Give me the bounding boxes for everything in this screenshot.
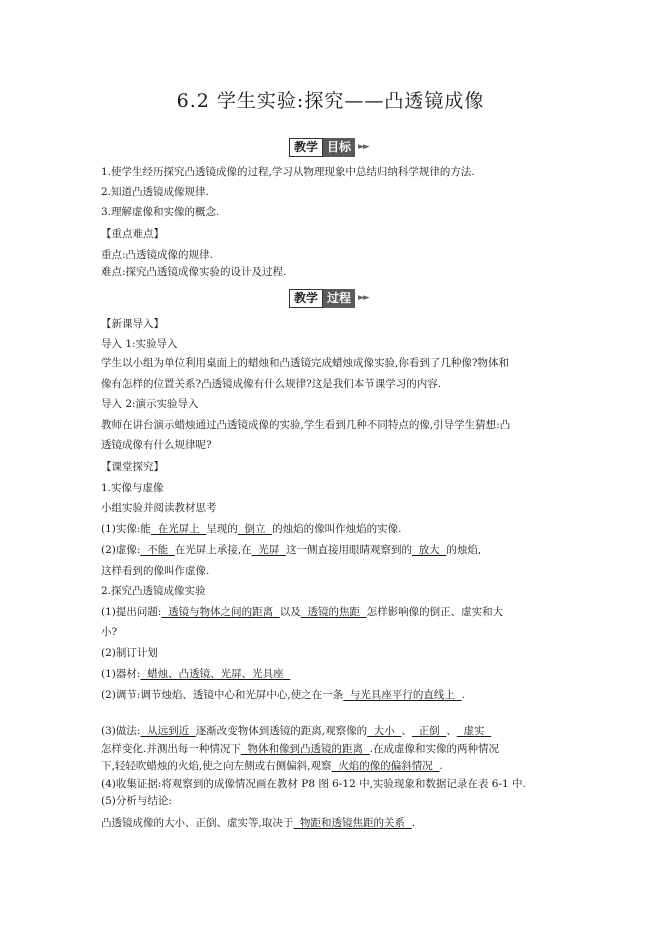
answer-blank: 在光屏上 (150, 523, 207, 535)
key-point: 重点:凸透镜成像的规律. (101, 249, 213, 261)
method-line: 怎样变化.并测出每一种情况下 物体和像到凸透镜的距离 .在成虚像和实像的两种情况 (101, 743, 500, 755)
method-line: (3)做法: 从远到近 逐渐改变物体到透镜的距离,观察像的 大小 、 正倒 、 虚实 (101, 725, 492, 737)
answer-blank: 蜡烛、凸透镜、光屏、光具座 (140, 668, 291, 680)
answer-blank: 物距和透镜焦距的关系 (293, 817, 412, 829)
adjust-line: (2)调节:调节烛焰、透镜中心和光屏中心,使之在一条 与光具座平行的直线上 . (101, 689, 465, 701)
virtual-image-cont: 这样看到的像叫作虚像. (101, 565, 210, 577)
section-heading-key: 【重点难点】 (101, 228, 164, 240)
intro1-title: 导入 1:实验导入 (101, 338, 178, 350)
plan-title: (2)制订计划 (101, 647, 158, 659)
goal-item: 1.使学生经历探究凸透镜成像的过程,学习从物理现象中总结归纳科学规律的方法. (101, 166, 475, 178)
answer-blank: 大小 (367, 725, 402, 737)
question-line: (1)提出问题: 透镜与物体之间的距离 以及 透镜的焦距 怎样影响像的倒正、虚实和大 (101, 606, 504, 618)
answer-blank: 光屏 (251, 544, 286, 556)
teaching-process-badge (289, 288, 368, 308)
intro2-text: 教师在讲台演示蜡烛通过凸透镜成像的实验,学生看到几种不同特点的像,引导学生猜想:凸 (101, 419, 511, 431)
teaching-goals-badge (289, 137, 368, 157)
answer-blank: 虚实 (456, 725, 492, 737)
virtual-image-line: (2)虚像: 不能 在光屏上承接,在 光屏 这一侧直接用眼睛观察到的 放大 的烛焰, (101, 544, 482, 556)
answer-blank: 正倒 (411, 725, 447, 737)
section-heading-class: 【课堂探究】 (101, 461, 164, 473)
s2-title: 2.探究凸透镜成像实验 (101, 585, 206, 597)
question-cont: 小? (101, 626, 118, 638)
s1-sub: 小组实验并阅读教材思考 (101, 502, 217, 514)
evidence-line: (4)收集证据:将观察到的成像情况画在教材 P8 图 6-12 中,实验现象和数据记录在表 6-1 中. (101, 778, 526, 790)
answer-blank: 放大 (411, 544, 447, 556)
answer-blank: 火焰的像的偏斜情况 (331, 760, 440, 772)
badge-label-left: 教学 (289, 138, 323, 157)
method-line: 下,轻轻吹蜡烛的火焰,使之向左侧或右侧偏斜,观察 火焰的像的偏斜情况 . (101, 760, 443, 772)
answer-blank: 透镜与物体之间的距离 (161, 606, 280, 618)
page-title: 6.2 学生实验:探究——凸透镜成像 (176, 90, 485, 112)
real-image-line: (1)实像:能 在光屏上 呈现的 倒立 的烛焰的像叫作烛焰的实像. (101, 523, 402, 535)
badge-label-left: 教学 (289, 289, 323, 308)
answer-blank: 物体和像到凸透镜的距离 (240, 743, 370, 755)
answer-blank: 不能 (140, 544, 175, 556)
conclusion-line: 凸透镜成像的大小、正倒、虚实等,取决于 物距和透镜焦距的关系 . (101, 817, 416, 829)
answer-blank: 倒立 (237, 523, 273, 535)
difficult-point: 难点:探究凸透镜成像实验的设计及过程. (101, 266, 287, 278)
s1-title: 1.实像与虚像 (101, 482, 164, 494)
answer-blank: 从远到近 (140, 725, 196, 737)
intro1-text: 像有怎样的位置关系?凸透镜成像有什么规律?这是我们本节课学习的内容. (101, 378, 442, 390)
goal-item: 3.理解虚像和实像的概念. (101, 206, 220, 218)
intro2-title: 导入 2:演示实验导入 (101, 398, 199, 410)
equipment-line: (1)器材: 蜡烛、凸透镜、光屏、光具座 (101, 668, 291, 680)
goal-item: 2.知道凸透镜成像规律. (101, 186, 209, 198)
answer-blank: 与光具座平行的直线上 (343, 689, 462, 701)
arrow-icon: ►► (358, 142, 368, 152)
intro1-text: 学生以小组为单位利用桌面上的蜡烛和凸透镜完成蜡烛成像实验,你看到了几种像?物体和 (101, 357, 509, 369)
arrow-icon: ►► (358, 293, 368, 303)
analysis-line: (5)分析与结论: (101, 795, 172, 807)
section-heading-intro: 【新课导入】 (101, 318, 164, 330)
badge-label-right: 过程 (323, 289, 355, 308)
intro2-text: 透镜成像有什么规律呢? (101, 439, 212, 451)
answer-blank: 透镜的焦距 (300, 606, 367, 618)
badge-label-right: 目标 (323, 138, 355, 157)
